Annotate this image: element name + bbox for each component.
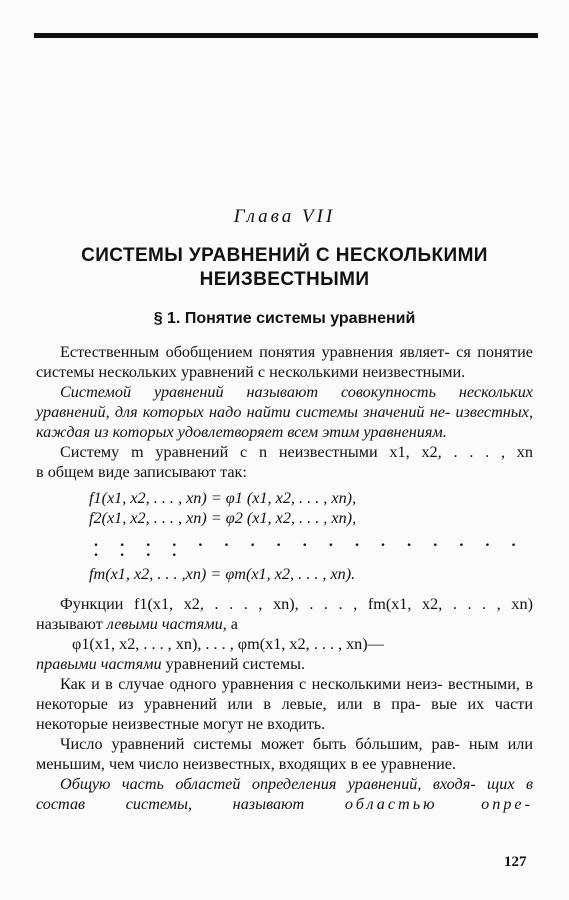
paragraph-system-line-1: Систему m уравнений с n неизвестными x1, x2, . . . , xn	[60, 443, 533, 461]
paragraph-intro: Естественным обобщением понятия уравнения являет- ся понятие системы нескольких уравнений с несколькими неизвестными.	[36, 343, 533, 381]
chapter-heading: Глава VII	[233, 206, 336, 227]
term-left-parts: левыми частями,	[106, 615, 227, 633]
paragraph-functions-line-1: Функции f1(x1, x2, . . . , xn), . . . , fm(x1, x2, . . . , xn)	[60, 595, 533, 613]
paragraph-single-equation: Как и в случае одного уравнения с несколькими неиз- вестными, в некоторые из уравнений или в левые, или в пра- вые их части некоторые неизвестные могут не входить.	[36, 675, 533, 733]
paragraph-functions-line-4	[36, 654, 533, 674]
top-rule	[34, 33, 538, 38]
equation-2: f2(x1, x2, . . . , xn) = φ2 (x1, x2, . . . , xn),	[89, 509, 357, 527]
paragraph-functions-line-2	[36, 614, 533, 634]
equation-m: fm(x1, x2, . . . ,xn) = φm(x1, x2, . . . , xn).	[89, 565, 356, 583]
body-text	[36, 342, 533, 814]
paragraph-number-of-equations: Число уравнений системы может быть бóльшим, рав- ным или меньшим, чем число неизвестных, входящих в ее уравнение.	[36, 735, 533, 773]
text-and: а	[230, 615, 238, 633]
equation-ellipsis: . . . . . . . . . . . . . . . . . . . . .	[94, 532, 525, 560]
equation-1: f1(x1, x2, . . . , xn) = φ1 (x1, x2, . . . , xn),	[89, 489, 357, 507]
paragraph-functions-line-3: φ1(x1, x2, . . . , xn), . . . , φm(x1, x2, . . . , xn)—	[72, 635, 384, 653]
paragraph-definition: Системой уравнений называют совокупность нескольких уравнений, для которых надо найти системы значений не- известных, каждая из которых удовлетворяет всем этим уравнениям.	[36, 383, 533, 441]
term-domain: областью опре-	[344, 795, 534, 813]
paragraph-system-line-2: в общем виде записывают так:	[36, 463, 247, 481]
text-call: называют	[36, 615, 103, 633]
text-common-part: Общую часть областей определения уравнений, входя- щих в состав системы, называют	[36, 775, 533, 813]
chapter-title	[0, 244, 569, 292]
text-equations-of-system: уравнений системы.	[165, 655, 305, 673]
chapter-title-line-2: НЕИЗВЕСТНЫМИ	[199, 269, 370, 290]
section-heading: § 1. Понятие системы уравнений	[153, 310, 416, 327]
paragraph-domain	[36, 774, 533, 814]
term-right-parts: правыми частями	[36, 655, 162, 673]
page-number: 127	[504, 854, 527, 870]
chapter-title-line-1: СИСТЕМЫ УРАВНЕНИЙ С НЕСКОЛЬКИМИ	[81, 245, 488, 266]
